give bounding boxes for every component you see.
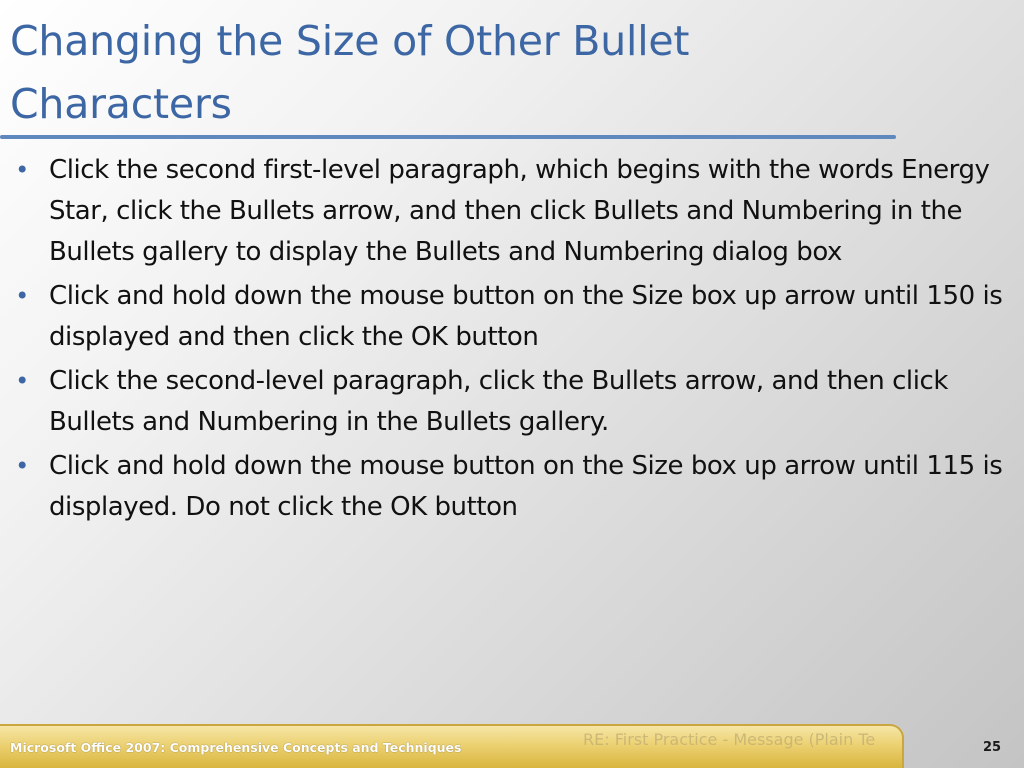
title-underline bbox=[0, 135, 896, 139]
footer-caption: Microsoft Office 2007: Comprehensive Concepts and Techniques bbox=[10, 740, 462, 755]
bullet-text: Click and hold down the mouse button on the Size box up arrow until 150 is displayed and then click the OK button bbox=[49, 281, 1003, 352]
bullet-item bbox=[12, 276, 1012, 358]
slide-number: 25 bbox=[982, 740, 1002, 755]
bullet-item bbox=[12, 150, 1012, 273]
bullet-text: Click the second-level paragraph, click the Bullets arrow, and then click Bullets and Numbering in the Bullets gallery. bbox=[49, 366, 948, 437]
bullet-icon: • bbox=[15, 367, 29, 395]
bullet-icon: • bbox=[15, 452, 29, 480]
slide-title: Changing the Size of Other Bullet Characters bbox=[10, 17, 690, 128]
footer-background-text: RE: First Practice - Message (Plain Te bbox=[583, 730, 876, 749]
bullet-text: Click the second first-level paragraph, which begins with the words Energy Star, click the Bullets arrow, and then click Bullets and Numbering in the Bullets gallery to display the Bullets and Numbering dialog box bbox=[49, 155, 990, 267]
bullet-icon: • bbox=[15, 156, 29, 184]
bullet-item bbox=[12, 446, 1012, 528]
bullet-icon: • bbox=[15, 282, 29, 310]
bullet-text: Click and hold down the mouse button on the Size box up arrow until 115 is displayed. Do not click the OK button bbox=[49, 451, 1003, 522]
bullet-item bbox=[12, 361, 1012, 443]
bullet-list bbox=[12, 150, 1012, 531]
